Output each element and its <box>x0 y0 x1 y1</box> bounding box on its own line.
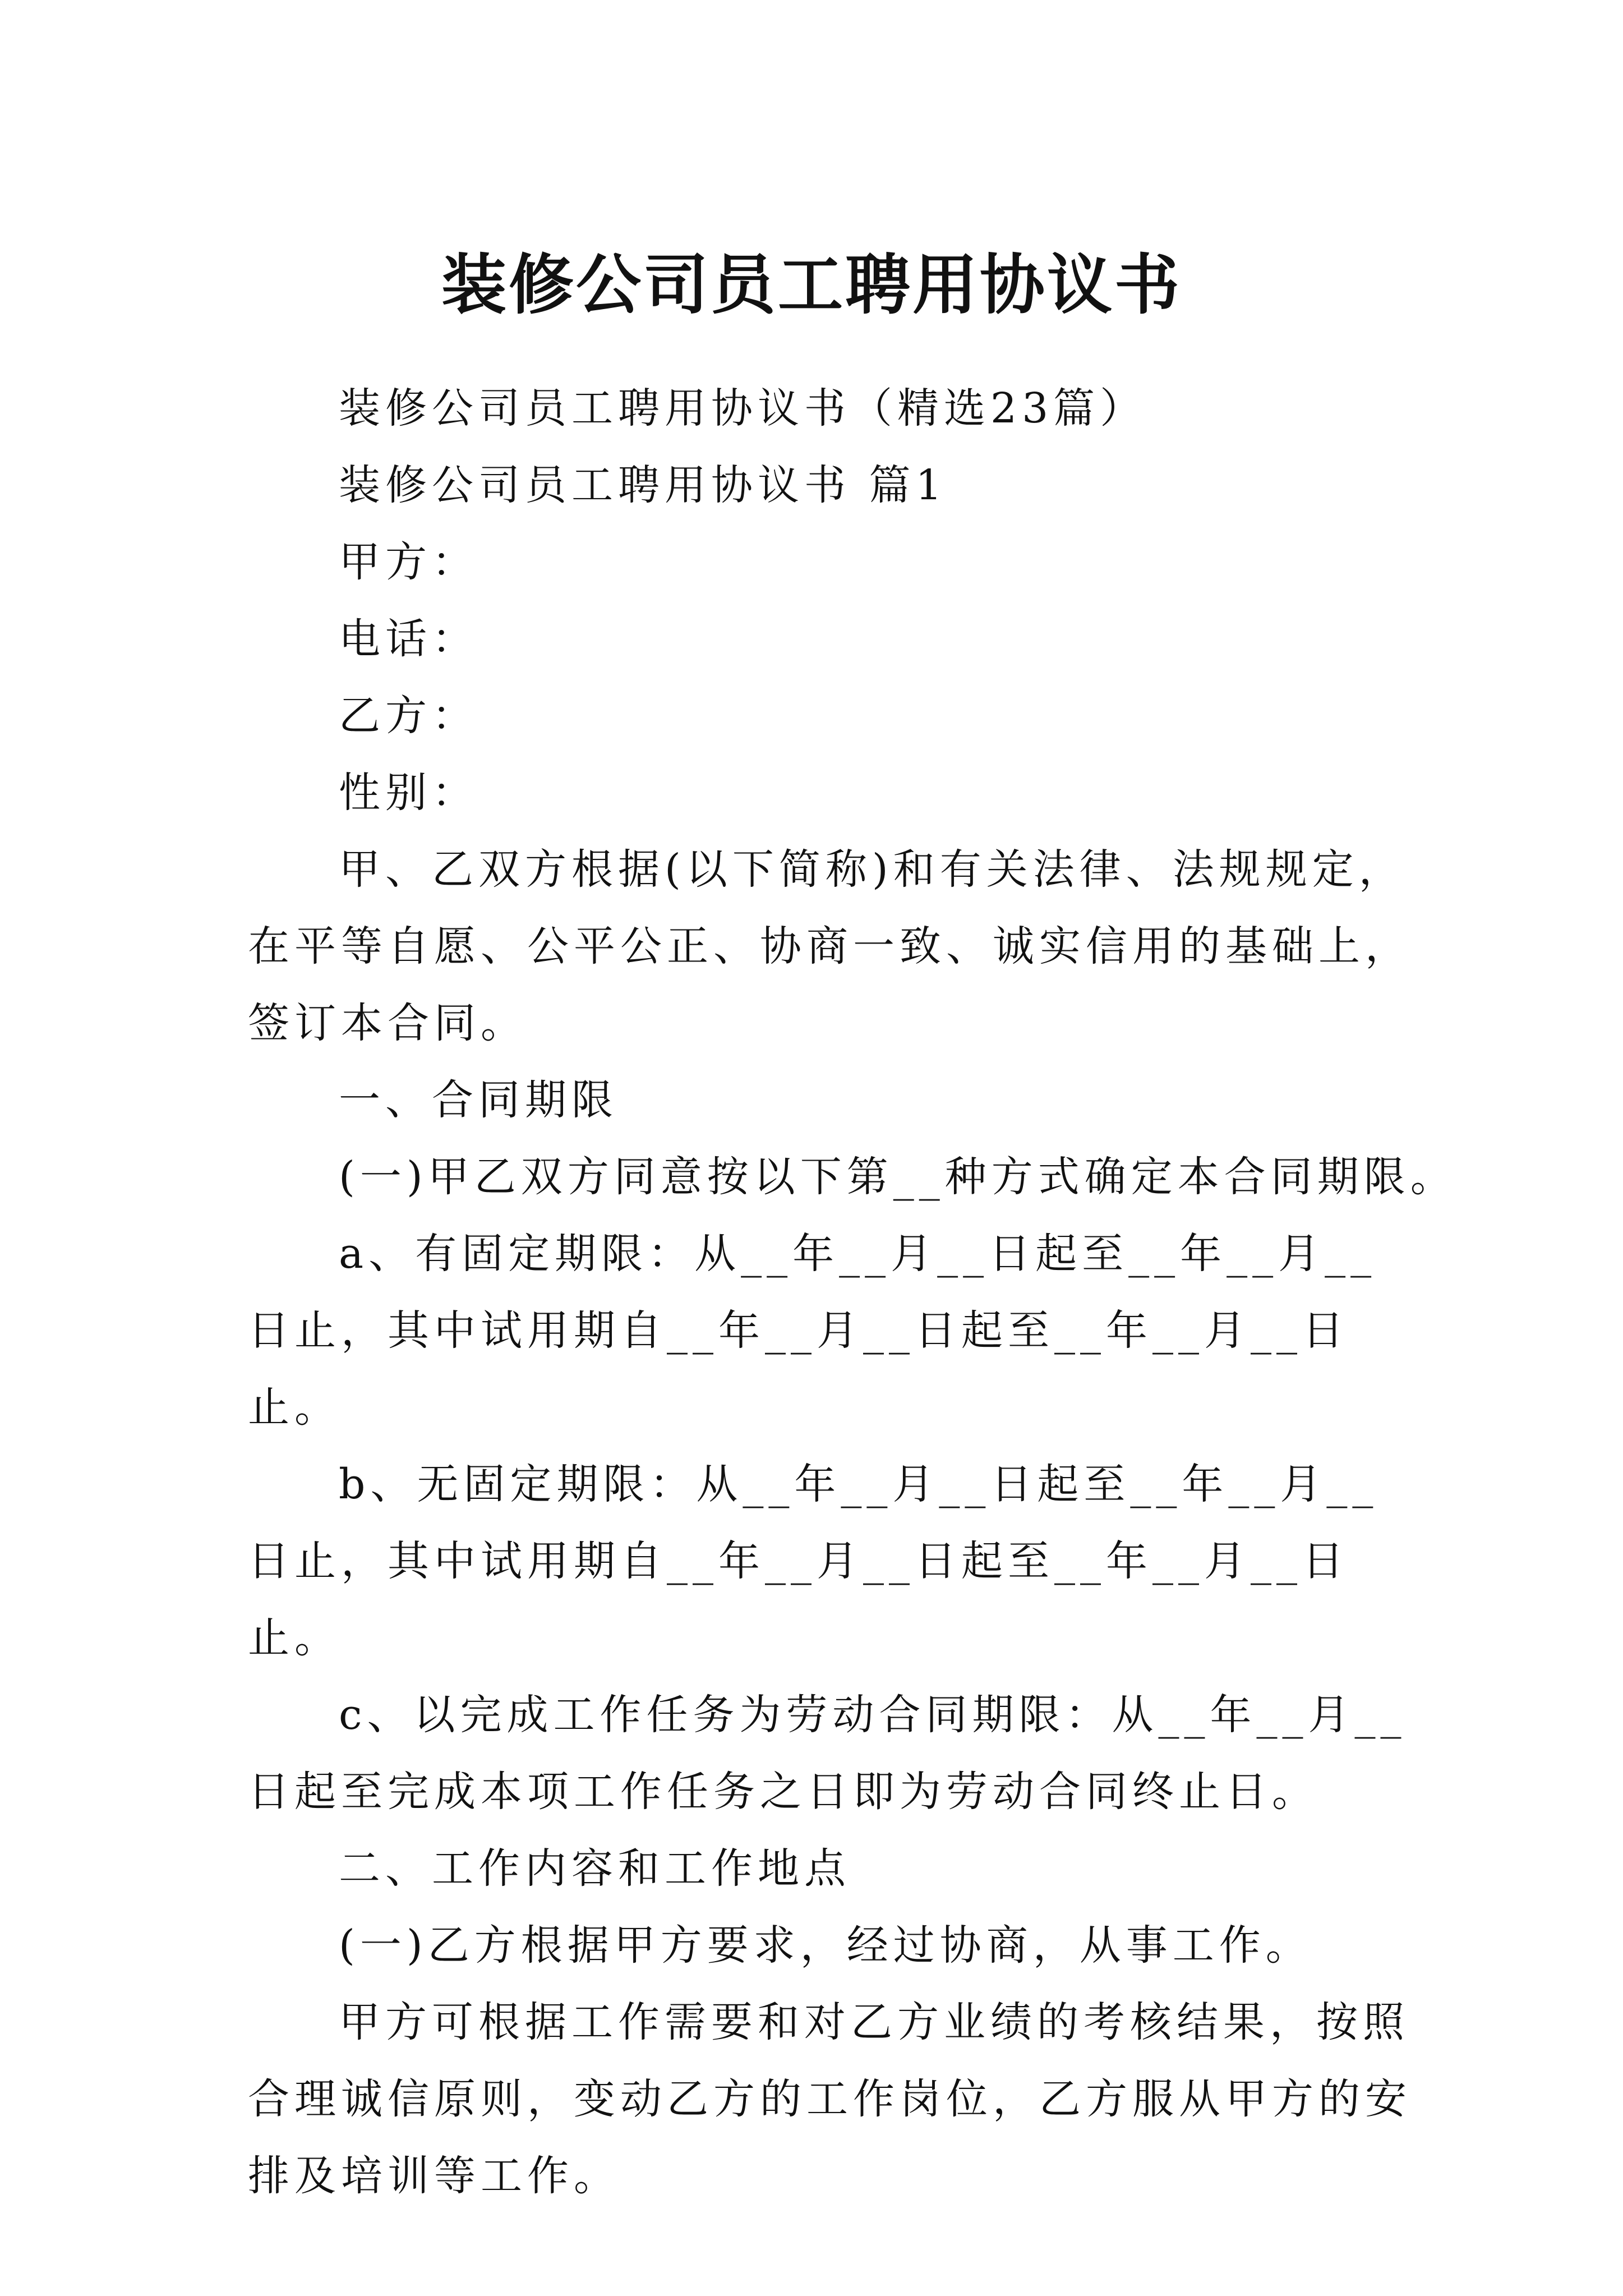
clause-heading-term: 一、合同期限 <box>339 1076 618 1124</box>
clause-term-option-a: a、有固定期限：从__年__月__日起至__年__月__日止，其中试用期自__年__月__日起至__年__月__日止。 <box>248 1230 1377 1432</box>
section-heading: 装修公司员工聘用协议书 篇1 <box>339 461 947 509</box>
clause-work-transfer: 甲方可根据工作需要和对乙方业绩的考核结果，按照合理诚信原则，变动乙方的工作岗位，乙方服从甲方的安排及培训等工作。 <box>248 1998 1412 2200</box>
party-a-field: 甲方： <box>339 538 478 586</box>
gender-field: 性别： <box>339 769 478 817</box>
clause-heading-work: 二、工作内容和工作地点 <box>339 1844 851 1893</box>
clause-term-option-c: c、以完成工作任务为劳动合同期限：从__年__月__日起至完成本项工作任务之日即为劳动合同终止日。 <box>248 1691 1407 1816</box>
phone-field: 电话： <box>339 615 478 663</box>
document-body <box>248 370 1457 2215</box>
document-title: 装修公司员工聘用协议书 <box>441 246 1182 323</box>
clause-term-option-b: b、无固定期限：从__年__月__日起至__年__月__日止，其中试用期自__年__月__日起至__年__月__日止。 <box>248 1460 1378 1662</box>
intro-paragraph: 甲、乙双方根据(以下简称)和有关法律、法规规定，在平等自愿、公平公正、协商一致、诚实信用的基础上，签订本合同。 <box>248 845 1412 1047</box>
clause-work-assignment: (一)乙方根据甲方要求，经过协商，从事工作。 <box>339 1921 1312 1970</box>
clause-term-choice: (一)甲乙双方同意按以下第__种方式确定本合同期限。 <box>339 1153 1457 1201</box>
party-b-field: 乙方： <box>339 692 478 740</box>
subtitle-line: 装修公司员工聘用协议书（精选23篇） <box>339 384 1147 432</box>
